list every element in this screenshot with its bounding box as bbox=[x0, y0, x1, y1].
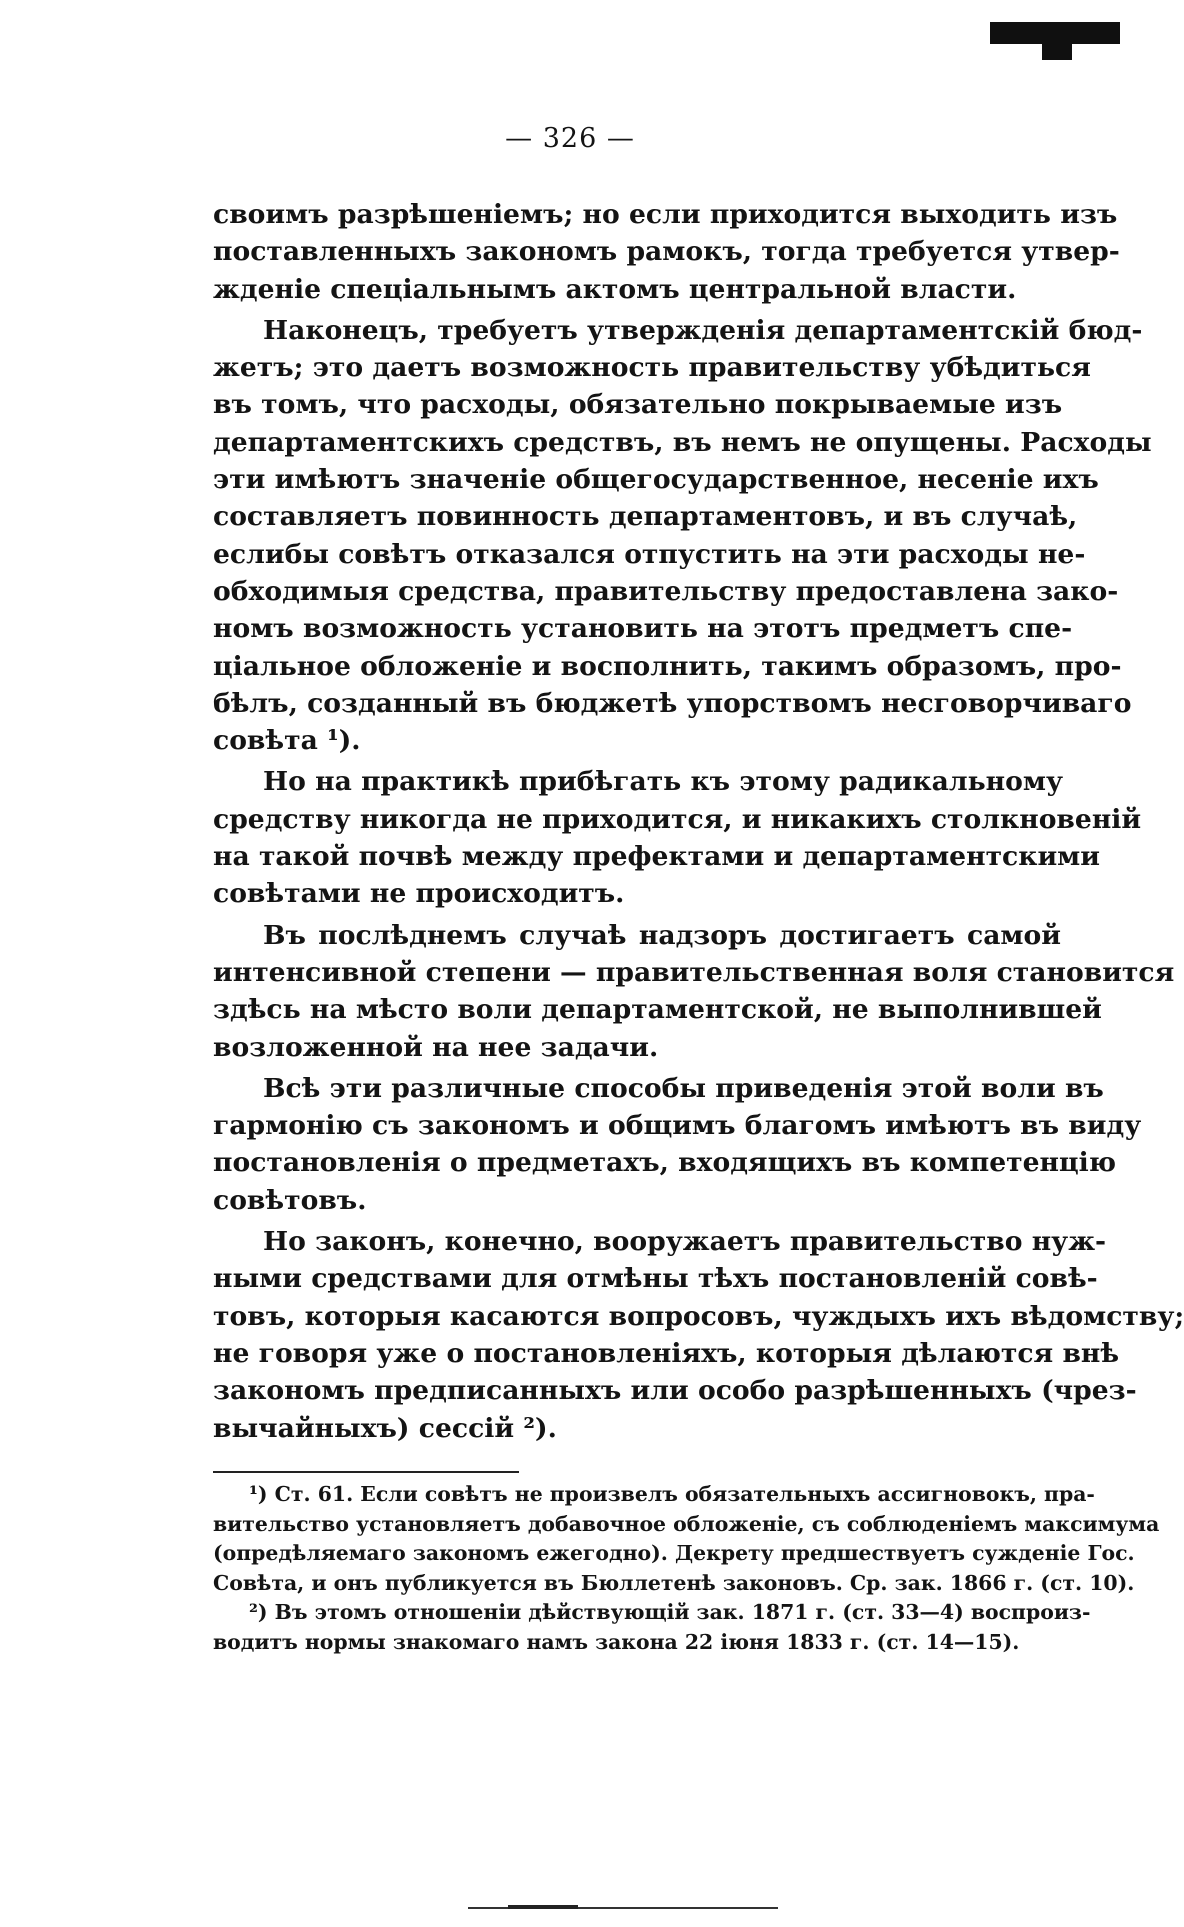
footnote-line: вительство установляетъ добавочное обложеніе, съ соблюденіемъ максимума bbox=[213, 1511, 1160, 1536]
text-line: возложенной на нее задачи. bbox=[213, 1031, 659, 1063]
text-line: товъ, которыя касаются вопросовъ, чуждыхъ ихъ вѣдомству; bbox=[213, 1300, 1184, 1332]
text-line: гармонію съ закономъ и общимъ благомъ имѣютъ въ виду bbox=[213, 1110, 1142, 1142]
text-line: номъ возможность установить на этотъ предметъ спе- bbox=[213, 613, 1073, 645]
text-line: вычайныхъ) сессій ²). bbox=[213, 1412, 557, 1444]
text-line: совѣтами не происходитъ. bbox=[213, 878, 625, 910]
footnote-separator bbox=[213, 1471, 519, 1473]
text-line: департаментскихъ средствъ, въ немъ не опущены. Расходы bbox=[213, 426, 1152, 458]
body-text bbox=[213, 196, 1184, 1447]
text-line: постановленія о предметахъ, входящихъ въ компетенцію bbox=[213, 1147, 1117, 1179]
text-line: эти имѣютъ значеніе общегосударственное, несеніе ихъ bbox=[213, 464, 1099, 496]
text-line: не говоря уже о постановленіяхъ, которыя дѣлаются внѣ bbox=[213, 1337, 1120, 1369]
text-line: Всѣ эти различные способы приведенія этой воли въ bbox=[263, 1072, 1104, 1104]
page-number: — 326 — bbox=[505, 123, 635, 154]
text-line: обходимыя средства, правительству предоставлена зако- bbox=[213, 575, 1119, 607]
footnote-line: Совѣта, и онъ публикуется въ Бюллетенѣ законовъ. Ср. зак. 1866 г. (ст. 10). bbox=[213, 1570, 1135, 1595]
footnotes bbox=[213, 1480, 1160, 1658]
text-line: бѣлъ, созданный въ бюджетѣ упорствомъ несговорчиваго bbox=[213, 687, 1132, 719]
text-line: своимъ разрѣшеніемъ; но если приходится выходить изъ bbox=[213, 199, 1118, 230]
text-line: Но законъ, конечно, вооружаетъ правительство нуж- bbox=[263, 1226, 1107, 1258]
text-line: Наконецъ, требуетъ утвержденія департаментскій бюд- bbox=[263, 314, 1143, 346]
corner-scan-mark bbox=[990, 22, 1120, 44]
text-line: на такой почвѣ между префектами и департаментскими bbox=[213, 841, 1100, 873]
text-line: Въ послѣднемъ случаѣ надзоръ достигаетъ самой bbox=[263, 919, 1061, 951]
text-line: совѣта ¹). bbox=[213, 725, 361, 757]
text-line: интенсивной степени — правительственная воля становится bbox=[213, 956, 1175, 988]
text-line: поставленныхъ закономъ рамокъ, тогда требуется утвер- bbox=[213, 236, 1120, 268]
text-line: въ томъ, что расходы, обязательно покрываемые изъ bbox=[213, 389, 1063, 421]
text-line: совѣтовъ. bbox=[213, 1184, 367, 1216]
footnote-line: (опредѣляемаго закономъ ежегодно). Декрету предшествуетъ сужденіе Гос. bbox=[213, 1541, 1135, 1566]
footnote-line: ²) Въ этомъ отношеніи дѣйствующій зак. 1871 г. (ст. 33—4) воспроиз- bbox=[249, 1600, 1091, 1625]
text-line: составляетъ повинность департаментовъ, и въ случаѣ, bbox=[213, 501, 1078, 533]
text-line: ціальное обложеніе и восполнить, такимъ образомъ, про- bbox=[213, 650, 1122, 682]
text-line: жденіе спеціальнымъ актомъ центральной власти. bbox=[213, 273, 1017, 305]
text-line: Но на практикѣ прибѣгать къ этому радикальному bbox=[263, 766, 1063, 798]
text-line: ными средствами для отмѣны тѣхъ постановленій совѣ- bbox=[213, 1263, 1098, 1295]
text-line: жетъ; это даетъ возможность правительству убѣдиться bbox=[213, 352, 1091, 384]
text-line: еслибы совѣтъ отказался отпустить на эти расходы не- bbox=[213, 538, 1086, 570]
text-line: средству никогда не приходится, и никакихъ столкновеній bbox=[213, 803, 1142, 835]
text-line: закономъ предписанныхъ или особо разрѣшенныхъ (чрез- bbox=[213, 1375, 1137, 1407]
text-line: здѣсь на мѣсто воли департаментской, не выполнившей bbox=[213, 994, 1102, 1026]
footnote-line: ¹) Ст. 61. Если совѣтъ не произвелъ обязательныхъ ассигновокъ, пра- bbox=[249, 1482, 1095, 1506]
footnote-line: водитъ нормы знакомаго намъ закона 22 іюня 1833 г. (ст. 14—15). bbox=[213, 1629, 1020, 1654]
bottom-rule-accent bbox=[508, 1905, 578, 1909]
